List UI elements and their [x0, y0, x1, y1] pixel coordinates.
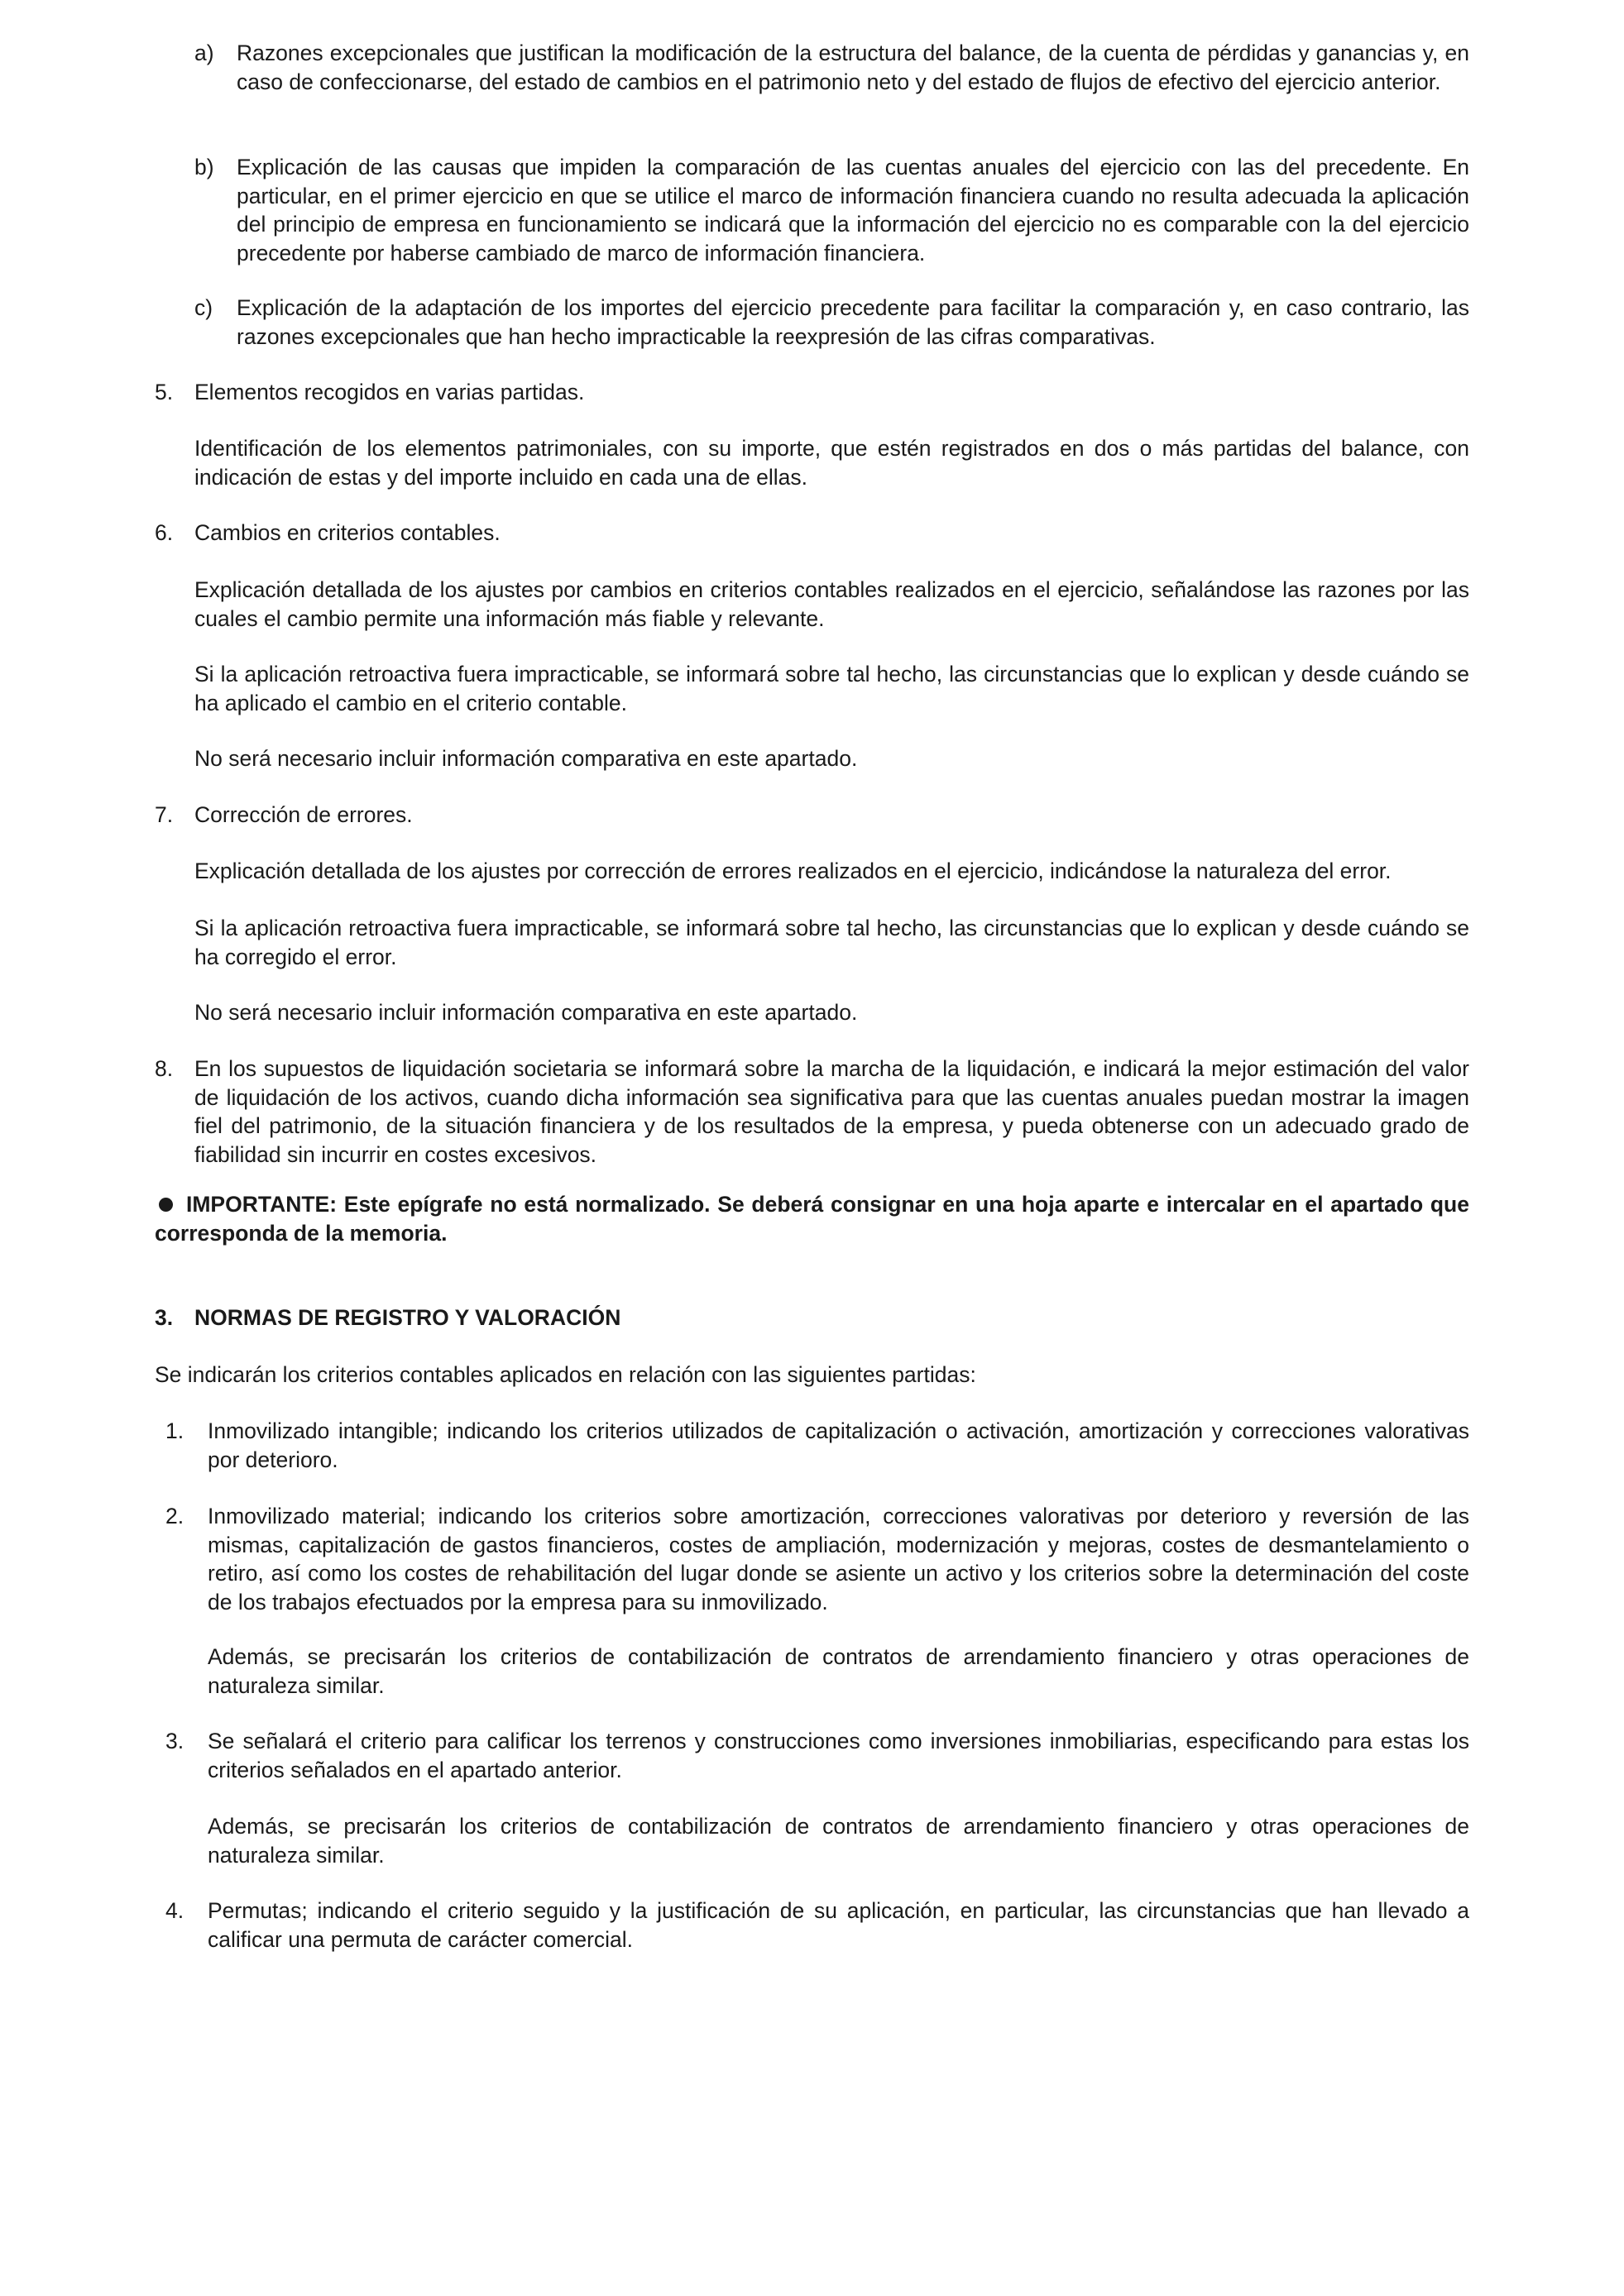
- sub-item-label-a: a): [194, 41, 214, 65]
- section-3-number: 3.: [155, 1305, 174, 1330]
- item-6-paragraph-3: No será necesario incluir información comparativa en este apartado.: [194, 746, 858, 771]
- item-7-paragraph-1: Explicación detallada de los ajustes por corrección de errores realizados en el ejercicio, indicándose la naturaleza del error.: [194, 859, 1392, 883]
- section-3-item-1-number: 1.: [165, 1418, 184, 1443]
- section-3-item-4-text: Permutas; indicando el criterio seguido y la justificación de su aplicación, en particular, las circunstancias que han llevado a calificar una permuta de carácter comercial.: [208, 1898, 1469, 1952]
- section-3-item-2-text: Inmovilizado material; indicando los criterios sobre amortización, correcciones valorativas por deterioro y reversión de las mismas, capitalización de gastos financieros, costes de ampliación, modernización y mejoras, costes de desmantelamiento o retiro, así como los costes de rehabilitación del lugar donde se asiente un activo y los criterios sobre la determinación del coste de los trabajos efectuados por la empresa para su inmovilizado.: [208, 1504, 1469, 1614]
- item-5-paragraph: Identificación de los elementos patrimoniales, con su importe, que estén registrados en dos o más partidas del balance, con indicación de estas y del importe incluido en cada una de ellas.: [194, 436, 1469, 490]
- item-6-title: Cambios en criterios contables.: [194, 520, 501, 545]
- section-3-item-1-text: Inmovilizado intangible; indicando los criterios utilizados de capitalización o activación, amortización y correcciones valorativas por deterioro.: [208, 1418, 1469, 1472]
- important-note: IMPORTANTE: Este epígrafe no está normalizado. Se deberá consignar en una hoja aparte e intercalar en el apartado que corresponda de la memoria.: [155, 1192, 1469, 1246]
- item-7-title: Corrección de errores.: [194, 802, 413, 827]
- section-3-item-3-paragraph-2: Además, se precisarán los criterios de contabilización de contratos de arrendamiento financiero y otras operaciones de naturaleza similar.: [208, 1814, 1469, 1868]
- section-3-item-3-number: 3.: [165, 1729, 184, 1753]
- item-8-number: 8.: [155, 1056, 174, 1081]
- sub-item-a-text: Razones excepcionales que justifican la modificación de la estructura del balance, de la cuenta de pérdidas y ganancias y, en caso de confeccionarse, del estado de cambios en el patrimonio neto y del estado de flujos de efectivo del ejercicio anterior.: [237, 41, 1469, 94]
- section-3-item-2-paragraph-2: Además, se precisarán los criterios de contabilización de contratos de arrendamiento financiero y otras operaciones de naturaleza similar.: [208, 1644, 1469, 1698]
- item-6-paragraph-1: Explicación detallada de los ajustes por cambios en criterios contables realizados en el ejercicio, señalándose las razones por las cuales el cambio permite una información más fiable y relevante.: [194, 577, 1469, 631]
- section-3-intro: Se indicarán los criterios contables aplicados en relación con las siguientes partidas:: [155, 1362, 976, 1387]
- item-7-number: 7.: [155, 802, 174, 827]
- item-7-paragraph-3: No será necesario incluir información comparativa en este apartado.: [194, 1000, 858, 1025]
- item-5-title: Elementos recogidos en varias partidas.: [194, 380, 585, 404]
- item-8-text: En los supuestos de liquidación societaria se informará sobre la marcha de la liquidación, e indicará la mejor estimación del valor de liquidación de los activos, cuando dicha información sea significativa para que las cuentas anuales puedan mostrar la imagen fiel del patrimonio, de la situación financiera y de los resultados de la empresa, y pueda obtenerse con un adecuado grado de fiabilidad sin incurrir en costes excesivos.: [194, 1056, 1469, 1167]
- sub-item-c-text: Explicación de la adaptación de los importes del ejercicio precedente para facilitar la comparación y, en caso contrario, las razones excepcionales que han hecho impracticable la reexpresión de las cifras comparativas.: [237, 295, 1469, 349]
- sub-item-label-b: b): [194, 155, 214, 179]
- sub-item-label-c: c): [194, 295, 213, 320]
- item-6-paragraph-2: Si la aplicación retroactiva fuera impracticable, se informará sobre tal hecho, las circunstancias que lo explican y desde cuándo se ha aplicado el cambio en el criterio contable.: [194, 662, 1469, 715]
- section-3-title: NORMAS DE REGISTRO Y VALORACIÓN: [194, 1305, 621, 1330]
- section-3-item-2-number: 2.: [165, 1504, 184, 1528]
- item-6-number: 6.: [155, 520, 174, 545]
- sub-item-b-text: Explicación de las causas que impiden la comparación de las cuentas anuales del ejercicio con las del precedente. En particular, en el primer ejercicio en que se utilice el marco de información financiera cuando no resulta adecuada la aplicación del principio de empresa en funcionamiento se indicará que la información del ejercicio no es comparable con la del ejercicio precedente por haberse cambiado de marco de información financiera.: [237, 155, 1469, 265]
- section-3-item-4-number: 4.: [165, 1898, 184, 1923]
- section-3-item-3-text: Se señalará el criterio para calificar los terrenos y construcciones como inversiones inmobiliarias, especificando para estas los criterios señalados en el apartado anterior.: [208, 1729, 1469, 1782]
- item-5-number: 5.: [155, 380, 174, 404]
- item-7-paragraph-2: Si la aplicación retroactiva fuera impracticable, se informará sobre tal hecho, las circunstancias que lo explican y desde cuándo se ha corregido el error.: [194, 916, 1469, 969]
